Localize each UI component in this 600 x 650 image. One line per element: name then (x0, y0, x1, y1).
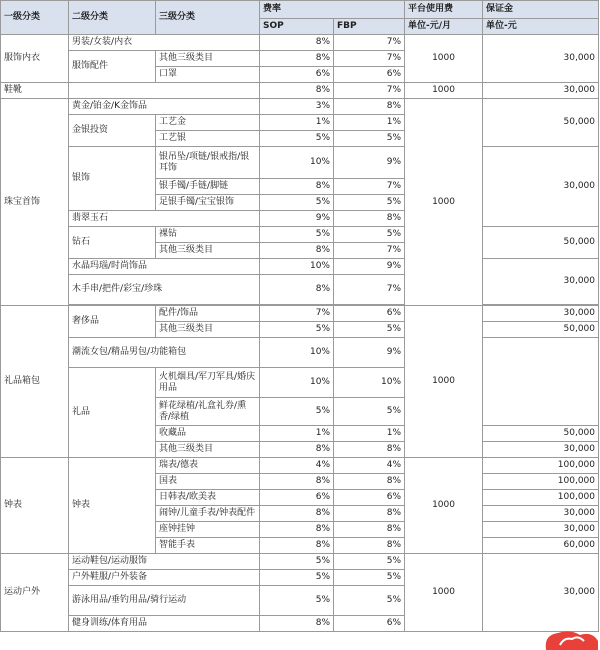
fbp-rate: 7% (334, 243, 405, 259)
fbp-rate: 5% (334, 131, 405, 147)
deposit (483, 338, 599, 426)
sop-rate: 5% (260, 586, 334, 616)
header-l2: 二级分类 (69, 1, 156, 35)
category-l2: 钟表 (69, 458, 156, 554)
category-l3: 配件/饰品 (156, 306, 260, 322)
fbp-rate: 8% (334, 506, 405, 522)
fbp-rate: 5% (334, 195, 405, 211)
sop-rate: 5% (260, 554, 334, 570)
sop-rate: 10% (260, 338, 334, 368)
platform-fee: 1000 (405, 35, 483, 83)
deposit: 30,000 (483, 506, 599, 522)
deposit: 30,000 (483, 83, 599, 99)
sop-rate: 5% (260, 227, 334, 243)
category-l2: 金银投资 (69, 115, 156, 147)
sop-rate: 10% (260, 368, 334, 398)
deposit: 60,000 (483, 538, 599, 554)
fbp-rate: 10% (334, 368, 405, 398)
fbp-rate: 8% (334, 99, 405, 115)
sop-rate: 5% (260, 570, 334, 586)
sop-rate: 8% (260, 51, 334, 67)
deposit: 30,000 (483, 554, 599, 632)
platform-fee: 1000 (405, 83, 483, 99)
fbp-rate: 5% (334, 227, 405, 243)
category-l1: 钟表 (1, 458, 69, 554)
category-l1: 运动户外 (1, 554, 69, 632)
sop-rate: 10% (260, 259, 334, 275)
sop-rate: 8% (260, 506, 334, 522)
fbp-rate: 9% (334, 259, 405, 275)
category-l3: 工艺金 (156, 115, 260, 131)
header-platform-fee: 平台使用费 (405, 1, 483, 19)
fbp-rate: 8% (334, 522, 405, 538)
category-l2: 水晶玛瑙/时尚饰品 (69, 259, 260, 275)
category-l2: 运动鞋包/运动服饰 (69, 554, 260, 570)
sop-rate: 8% (260, 275, 334, 305)
category-l2: 礼品 (69, 368, 156, 458)
category-l3: 足银手镯/宝宝银饰 (156, 195, 260, 211)
category-l2: 木手串/把件/彩宝/珍珠 (69, 275, 260, 305)
category-l3: 其他三级类目 (156, 322, 260, 338)
header-l3: 三级分类 (156, 1, 260, 35)
category-l3: 工艺银 (156, 131, 260, 147)
category-l3: 其他三级类目 (156, 243, 260, 259)
sop-rate: 5% (260, 322, 334, 338)
table-row (1, 306, 599, 322)
table-row (1, 338, 599, 368)
table-row (1, 458, 599, 474)
deposit: 100,000 (483, 490, 599, 506)
sop-rate: 8% (260, 243, 334, 259)
category-l2: 服饰配件 (69, 51, 156, 83)
sop-rate: 4% (260, 458, 334, 474)
fbp-rate: 7% (334, 51, 405, 67)
category-l2: 男装/女装/内衣 (69, 35, 260, 51)
deposit: 30,000 (483, 147, 599, 227)
header-deposit-unit: 单位-元 (483, 19, 599, 35)
category-l3: 银吊坠/项链/银戒指/银耳饰 (156, 147, 260, 179)
category-l3: 口罩 (156, 67, 260, 83)
fbp-rate: 7% (334, 83, 405, 99)
category-l3: 日韩表/欧美表 (156, 490, 260, 506)
platform-fee: 1000 (405, 306, 483, 458)
header-deposit: 保证金 (483, 1, 599, 19)
category-l2: 奢侈品 (69, 306, 156, 338)
sop-rate: 1% (260, 426, 334, 442)
fbp-rate: 8% (334, 442, 405, 458)
platform-fee: 1000 (405, 99, 483, 306)
fbp-rate: 8% (334, 211, 405, 227)
category-l1: 珠宝首饰 (1, 99, 69, 306)
category-l3: 瑞表/德表 (156, 458, 260, 474)
category-l1: 礼品箱包 (1, 306, 69, 458)
deposit: 30,000 (483, 442, 599, 458)
category-l2: 钻石 (69, 227, 156, 259)
sop-rate: 8% (260, 179, 334, 195)
fbp-rate: 8% (334, 538, 405, 554)
fbp-rate: 4% (334, 458, 405, 474)
sop-rate: 10% (260, 147, 334, 179)
sop-rate: 3% (260, 99, 334, 115)
sop-rate: 8% (260, 35, 334, 51)
sop-rate: 1% (260, 115, 334, 131)
red-logo-icon (540, 627, 600, 650)
deposit: 50,000 (483, 322, 599, 338)
category-l2: 翡翠玉石 (69, 211, 260, 227)
deposit: 50,000 (483, 227, 599, 259)
sop-rate: 6% (260, 67, 334, 83)
sop-rate: 5% (260, 131, 334, 147)
deposit: 100,000 (483, 474, 599, 490)
header-fbp: FBP (334, 19, 405, 35)
category-l2: 健身训练/体育用品 (69, 616, 260, 632)
category-l2: 户外鞋服/户外装备 (69, 570, 260, 586)
table-row (1, 554, 599, 570)
fbp-rate: 5% (334, 398, 405, 426)
fbp-rate: 9% (334, 338, 405, 368)
sop-rate: 8% (260, 474, 334, 490)
sop-rate: 5% (260, 195, 334, 211)
header-rate: 费率 (260, 1, 405, 19)
deposit: 30,000 (483, 306, 599, 322)
category-l3: 火机烟具/军刀军具/婚庆用品 (156, 368, 260, 398)
category-l2: 银饰 (69, 147, 156, 211)
category-l3: 智能手表 (156, 538, 260, 554)
fbp-rate: 1% (334, 115, 405, 131)
category-l2 (69, 83, 260, 99)
category-l3: 座钟挂钟 (156, 522, 260, 538)
fbp-rate: 6% (334, 306, 405, 322)
platform-fee: 1000 (405, 458, 483, 554)
category-l3: 收藏品 (156, 426, 260, 442)
platform-fee: 1000 (405, 554, 483, 632)
fbp-rate: 8% (334, 474, 405, 490)
category-l3: 闹钟/儿童手表/钟表配件 (156, 506, 260, 522)
fbp-rate: 6% (334, 616, 405, 632)
header-sop: SOP (260, 19, 334, 35)
fbp-rate: 6% (334, 67, 405, 83)
fbp-rate: 5% (334, 570, 405, 586)
deposit: 50,000 (483, 99, 599, 147)
table-row (1, 83, 599, 99)
category-l3: 银手镯/手链/脚链 (156, 179, 260, 195)
category-l1: 鞋靴 (1, 83, 69, 99)
table-row (1, 35, 599, 51)
category-l2: 黄金/铂金/K金饰品 (69, 99, 260, 115)
table-row (1, 259, 599, 275)
category-l3: 其他三级类目 (156, 51, 260, 67)
deposit: 30,000 (483, 522, 599, 538)
fbp-rate: 5% (334, 554, 405, 570)
sop-rate: 9% (260, 211, 334, 227)
deposit: 100,000 (483, 458, 599, 474)
fbp-rate: 6% (334, 490, 405, 506)
fbp-rate: 1% (334, 426, 405, 442)
table-row (1, 99, 599, 115)
sop-rate: 8% (260, 442, 334, 458)
category-l3: 其他三级类目 (156, 442, 260, 458)
deposit: 30,000 (483, 35, 599, 83)
fbp-rate: 5% (334, 322, 405, 338)
sop-rate: 8% (260, 522, 334, 538)
fbp-rate: 7% (334, 179, 405, 195)
deposit: 50,000 (483, 426, 599, 442)
fbp-rate: 7% (334, 275, 405, 305)
category-l1: 服饰内衣 (1, 35, 69, 83)
fbp-rate: 5% (334, 586, 405, 616)
category-l3: 国表 (156, 474, 260, 490)
category-l3: 裸钻 (156, 227, 260, 243)
sop-rate: 8% (260, 538, 334, 554)
table-row (1, 227, 599, 243)
sop-rate: 8% (260, 616, 334, 632)
sop-rate: 8% (260, 83, 334, 99)
table-row (1, 147, 599, 179)
header-platform-fee-unit: 单位-元/月 (405, 19, 483, 35)
sop-rate: 6% (260, 490, 334, 506)
fbp-rate: 9% (334, 147, 405, 179)
category-l2: 潮流女包/精品男包/功能箱包 (69, 338, 260, 368)
deposit: 30,000 (483, 259, 599, 305)
fbp-rate: 7% (334, 35, 405, 51)
sop-rate: 5% (260, 398, 334, 426)
category-l2: 游泳用品/垂钓用品/骑行运动 (69, 586, 260, 616)
sop-rate: 7% (260, 306, 334, 322)
category-l3: 鲜花绿植/礼盒礼券/熏香/绿植 (156, 398, 260, 426)
header-l1: 一级分类 (1, 1, 69, 35)
